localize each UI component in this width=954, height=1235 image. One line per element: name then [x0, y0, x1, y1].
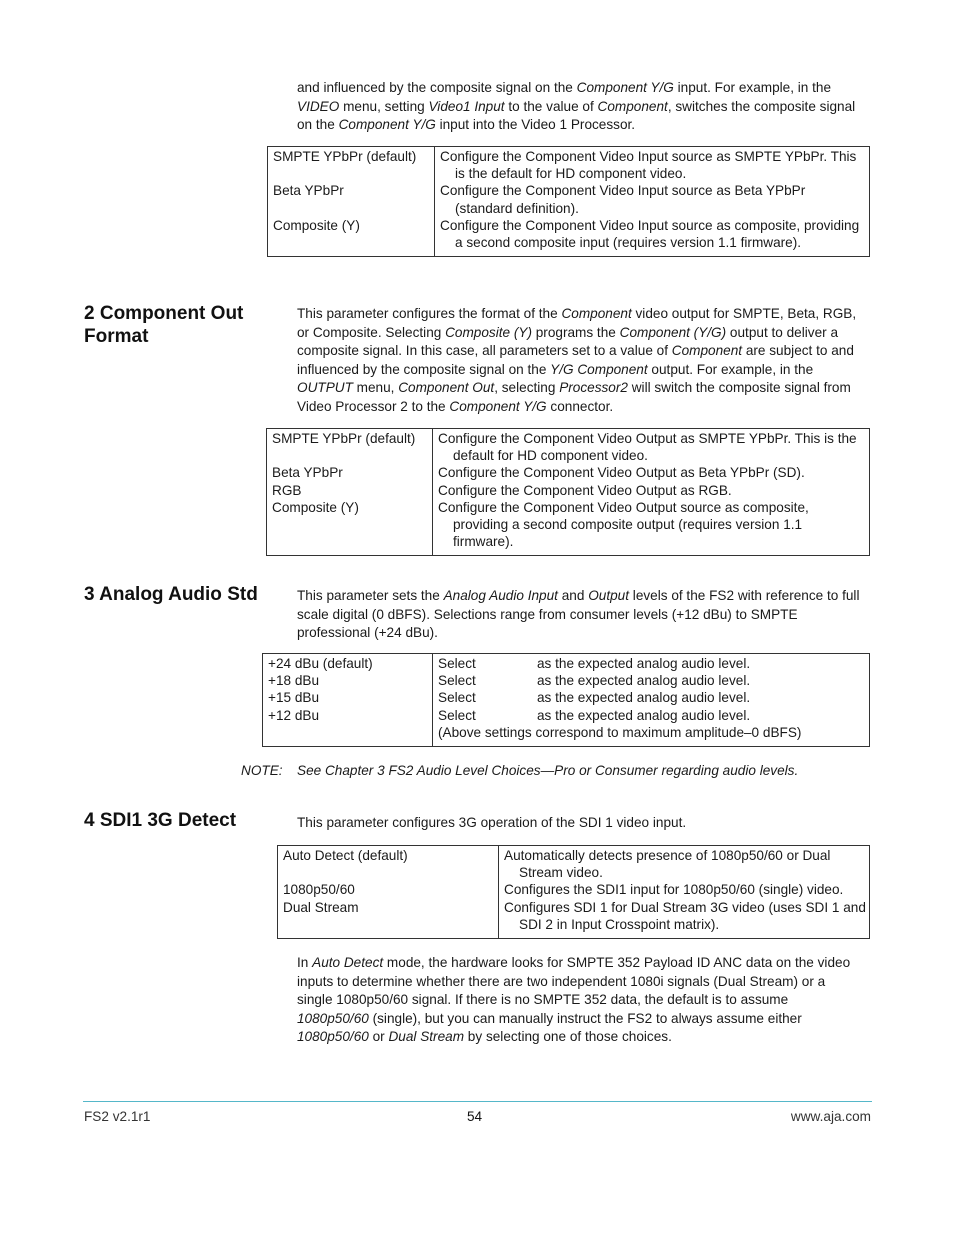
option-label: Composite (Y) [272, 499, 359, 515]
auto-detect-paragraph: In Auto Detect mode, the hardware looks for SMPTE 352 Payload ID ANC data on the video inputs to determine whether there are two independent 1080i signals (Dual Stream) or a single 1080p50/60 signal. If there is no SMPTE 352 data, the default is to assume 1080p50/60 (single), but you can manually instruct the FS2 to always assume either 1080p50/60 or Dual Stream by selecting one of those choices. [297, 955, 851, 1045]
description-column [433, 654, 870, 747]
section-paragraph: This parameter configures 3G operation of the SDI 1 video input. [297, 815, 687, 830]
option-label: Dual Stream [283, 899, 359, 915]
section-heading: 2 Component Out Format [84, 303, 244, 347]
select-word: Select [438, 656, 476, 671]
option-label: SMPTE YPbPr (default) [273, 149, 417, 164]
note [241, 762, 881, 781]
option-description: Configure the Component Video Input source as SMPTE YPbPr. This is the default for HD component video. [440, 149, 857, 182]
select-row [438, 655, 864, 672]
section-heading: 3 Analog Audio Std [84, 584, 258, 605]
select-word: Select [438, 707, 476, 723]
select-text: as the expected analog audio level. [537, 673, 751, 689]
section-paragraph: This parameter sets the Analog Audio Input and Output levels of the FS2 with reference to full scale digital (0 dBFS). Selections range from consumer levels (+12 dBu) to SMPTE professional (+24 dBu). [297, 588, 860, 641]
option-label: +12 dBu [268, 707, 320, 723]
select-text: as the expected analog audio level. [537, 656, 751, 671]
option-description: Automatically detects presence of 1080p50/60 or Dual Stream video. [504, 848, 831, 881]
note-label: NOTE: [241, 763, 283, 778]
option-column [267, 429, 433, 556]
select-row [438, 707, 864, 724]
footer-doc-version: FS2 v2.1r1 [84, 1109, 151, 1124]
option-description: Configure the Component Video Input source as Beta YPbPr (standard definition). [440, 183, 806, 216]
option-description: Configure the Component Video Input source as composite, providing a second composite input (requires version 1.1 firmware). [440, 217, 860, 251]
page-number: 54 [467, 1109, 483, 1124]
option-column [278, 846, 499, 939]
option-label: Beta YPbPr [273, 183, 344, 199]
sdi-3g-table [277, 845, 870, 939]
option-label: +15 dBu [268, 690, 320, 706]
description-column [433, 429, 870, 556]
component-output-table [266, 428, 870, 556]
option-label: +18 dBu [268, 673, 320, 689]
option-label: +24 dBu (default) [268, 656, 373, 671]
option-column [268, 147, 435, 257]
option-label: 1080p50/60 [283, 882, 355, 898]
section-heading: 4 SDI1 3G Detect [84, 810, 237, 831]
intro-paragraph: and influenced by the composite signal on the Component Y/G input. For example, in the VIDEO menu, setting Video1 Input to the value of Component, switches the composite signal on the Component Y/G input into the Video 1 Processor. [297, 80, 856, 133]
select-text: as the expected analog audio level. [537, 707, 751, 723]
option-label: Composite (Y) [273, 217, 360, 233]
description-column [499, 846, 870, 939]
option-description: Configures SDI 1 for Dual Stream 3G video (uses SDI 1 and SDI 2 in Input Crosspoint matrix). [504, 899, 866, 932]
analog-audio-table [262, 653, 870, 747]
option-description: Configure the Component Video Output as SMPTE YPbPr. This is the default for HD component video. [438, 431, 857, 464]
table-footnote: (Above settings correspond to maximum amplitude–0 dBFS) [438, 724, 802, 740]
option-column [263, 654, 433, 747]
option-label: RGB [272, 482, 302, 498]
note-text: See Chapter 3 FS2 Audio Level Choices—Pro or Consumer regarding audio levels. [297, 763, 799, 778]
component-input-table [267, 146, 870, 257]
option-label: Auto Detect (default) [283, 848, 408, 863]
option-description: Configure the Component Video Output as Beta YPbPr (SD). [438, 465, 805, 481]
option-description: Configure the Component Video Output source as composite, providing a second composite output (requires version 1.1 firmware). [438, 499, 809, 550]
option-label: SMPTE YPbPr (default) [272, 431, 416, 446]
select-word: Select [438, 673, 476, 689]
option-description: Configure the Component Video Output as RGB. [438, 482, 732, 498]
description-column [435, 147, 870, 257]
select-word: Select [438, 690, 476, 706]
section-paragraph: This parameter configures the format of the Component video output for SMPTE, Beta, RGB, or Composite. Selecting Composite (Y) programs the Component (Y/G) output to deliver a composite signal. In this case, all parameters set to a value of Component are subject to and influenced by the composite signal on the Y/G Component output. For example, in the OUTPUT menu, Component Out, selecting Processor2 will switch the composite signal from Video Processor 2 to the Component Y/G connector. [297, 306, 857, 414]
select-row [438, 672, 864, 689]
option-description: Configures the SDI1 input for 1080p50/60 (single) video. [504, 882, 844, 898]
footer-rule [83, 1101, 872, 1102]
option-label: Beta YPbPr [272, 465, 343, 481]
select-text: as the expected analog audio level. [537, 690, 751, 706]
select-row [438, 689, 864, 706]
footer-website-link[interactable]: www.aja.com [790, 1109, 871, 1124]
